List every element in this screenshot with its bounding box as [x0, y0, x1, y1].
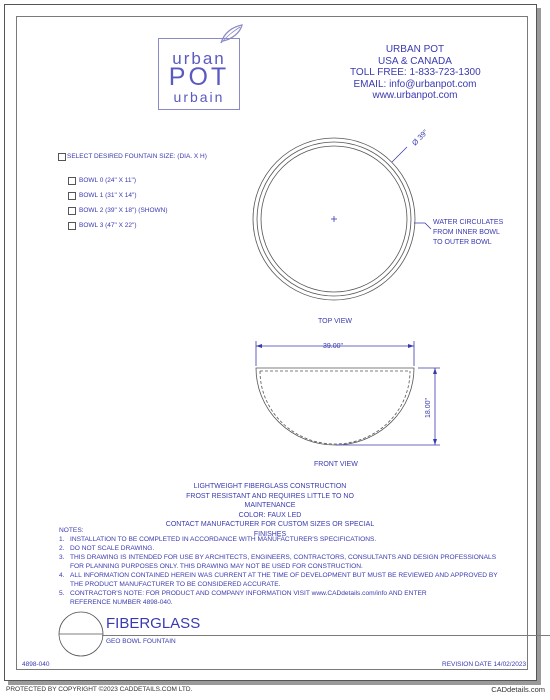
- note-line: FOR PLANNING PURPOSES ONLY. THIS DRAWING MAY NOT BE USED FOR CONSTRUCTION.: [70, 563, 363, 570]
- top-view-label: TOP VIEW: [318, 318, 352, 325]
- bowl-inner-profile: [260, 371, 410, 444]
- note-line: THIS DRAWING IS INTENDED FOR USE BY ARCHITECTS, ENGINEERS, CONTRACTORS, CONSULTANTS AND DESIGN PROFESSIONALS: [70, 554, 497, 561]
- water-note-leader: [414, 223, 431, 229]
- copyright-text: PROTECTED BY COPYRIGHT ©2023 CADDETAILS.COM LTD.: [6, 686, 193, 693]
- size-option-label: BOWL 2 (39" X 18") (SHOWN): [79, 207, 168, 214]
- reference-number: 4898-040: [22, 661, 50, 668]
- note-number: 4.: [59, 572, 65, 579]
- front-view-label: FRONT VIEW: [314, 461, 358, 468]
- water-note-line: WATER CIRCULATES: [433, 219, 504, 226]
- note-line: THE PRODUCT MANUFACTURER TO BE CONSIDERED ACCURATE.: [70, 581, 281, 588]
- title-block-title: FIBERGLASS: [106, 615, 201, 632]
- spec-line: COLOR: FAUX LED: [238, 511, 302, 519]
- water-note-line: FROM INNER BOWL: [433, 229, 500, 236]
- website-link: www.urbanpot.com: [372, 90, 458, 101]
- note-number: 1.: [59, 536, 65, 543]
- revision-date: REVISION DATE 14/02/2023: [442, 661, 527, 668]
- title-block-subtitle: GEO BOWL FOUNTAIN: [106, 638, 176, 645]
- note-item: [59, 544, 499, 553]
- bowl-profile: [256, 368, 414, 445]
- spec-line: FROST RESISTANT AND REQUIRES LITTLE TO NO MAINTENANCE: [186, 492, 354, 510]
- note-line: INSTALLATION TO BE COMPLETED IN ACCORDANCE WITH MANUFACTURER'S SPECIFICATIONS.: [70, 536, 377, 543]
- size-option-label: BOWL 1 (31" X 14"): [79, 192, 137, 199]
- note-item: [59, 535, 499, 544]
- note-number: 5.: [59, 590, 65, 597]
- copyright-bar: [4, 684, 545, 696]
- diameter-leader: [392, 147, 407, 162]
- top-view: [253, 138, 431, 300]
- note-line: DO NOT SCALE DRAWING.: [70, 545, 155, 552]
- logo-line-3: urbain: [173, 89, 225, 105]
- note-number: 2.: [59, 545, 65, 552]
- size-option-label: BOWL 3 (47" X 22"): [79, 222, 137, 229]
- logo-line-2: POT: [168, 63, 230, 91]
- company-name: URBAN POT: [385, 44, 445, 55]
- note-item: [59, 589, 499, 607]
- company-region: USA & CANADA: [378, 55, 452, 67]
- caddetails-brand: CADdetails.com: [491, 685, 545, 694]
- size-options-title: SELECT DESIRED FOUNTAIN SIZE: (DIA. X H): [67, 153, 207, 160]
- note-line: ALL INFORMATION CONTAINED HEREIN WAS CURRENT AT THE TIME OF DEVELOPMENT BUT MUST BE REVIEWED AND APPROVED BY: [70, 572, 498, 579]
- notes-heading: NOTES:: [59, 527, 84, 534]
- water-circulation-note: [433, 218, 503, 248]
- spec-line: LIGHTWEIGHT FIBERGLASS CONSTRUCTION: [193, 483, 347, 490]
- notes-section: [59, 526, 499, 607]
- note-line: REFERENCE NUMBER 4898-040.: [70, 599, 173, 606]
- email-address: EMAIL: info@urbanpot.com: [353, 78, 477, 90]
- width-dimension-text: 39.00": [323, 343, 344, 350]
- logo-line-1: urban: [172, 49, 226, 68]
- height-dimension-text: 18.00": [425, 397, 432, 418]
- note-line: CONTRACTOR'S NOTE: FOR PRODUCT AND COMPANY INFORMATION VISIT www.CADdetails.com/info AND ENTER: [70, 590, 427, 597]
- title-block-rule: [102, 635, 550, 636]
- note-item: [59, 571, 499, 589]
- diameter-callout: Ø 39": [410, 127, 430, 148]
- front-view: [256, 341, 440, 445]
- note-item: [59, 553, 499, 571]
- size-option-label: BOWL 0 (24" X 11"): [79, 177, 136, 184]
- spec-line: CONTACT MANUFACTURER FOR CUSTOM SIZES OR SPECIAL FINISHES: [165, 521, 375, 538]
- water-note-line: TO OUTER BOWL: [433, 239, 492, 246]
- note-number: 3.: [59, 554, 65, 561]
- phone-number: TOLL FREE: 1-833-723-1300: [350, 67, 481, 78]
